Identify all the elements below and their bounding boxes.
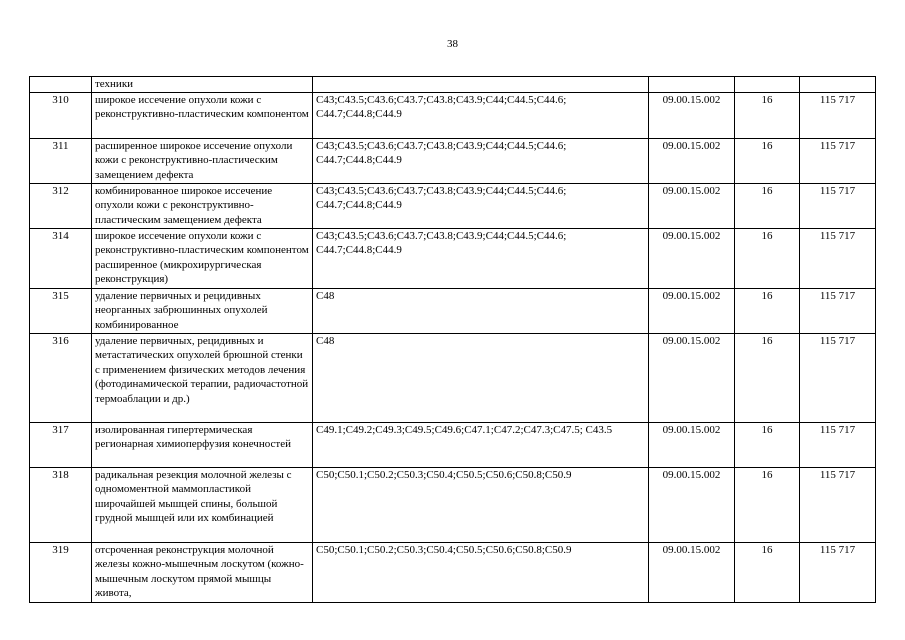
group-number: 16 [735,228,800,288]
procedure-code: 09.00.15.002 [649,183,735,228]
procedure-name: широкое иссечение опухоли кожи с реконструктивно-пластическим компонентом расширенное (микрохирургическая реконструкция) [92,228,313,288]
procedure-code: 09.00.15.002 [649,92,735,138]
table-row [30,228,876,288]
group-number: 16 [735,138,800,183]
procedure-name: удаление первичных, рецидивных и метастатических опухолей брюшной стенки с применением физических методов лечения (фотодинамической терапии, радиочастотной термоаблации и др.) [92,333,313,422]
cost-value: 115 717 [800,288,876,333]
row-number: 315 [30,288,92,333]
table-row [30,92,876,138]
row-number: 312 [30,183,92,228]
row-number [30,77,92,93]
group-number [735,77,800,93]
diagnosis-codes: C43;C43.5;C43.6;C43.7;C43.8;C43.9;C44;C44.5;C44.6; C44.7;C44.8;C44.9 [313,92,649,138]
procedure-code: 09.00.15.002 [649,228,735,288]
cost-value: 115 717 [800,333,876,422]
row-number: 311 [30,138,92,183]
procedure-name: комбинированное широкое иссечение опухоли кожи с реконструктивно-пластическим замещением дефекта [92,183,313,228]
table-row [30,467,876,542]
cost-value: 115 717 [800,467,876,542]
diagnosis-codes: C48 [313,333,649,422]
diagnosis-codes: C43;C43.5;C43.6;C43.7;C43.8;C43.9;C44;C44.5;C44.6; C44.7;C44.8;C44.9 [313,228,649,288]
group-number: 16 [735,467,800,542]
diagnosis-codes: C49.1;C49.2;C49.3;C49.5;C49.6;C47.1;C47.2;C47.3;C47.5; C43.5 [313,422,649,467]
table-row [30,422,876,467]
row-number: 319 [30,542,92,602]
procedure-name: техники [92,77,313,93]
procedure-code: 09.00.15.002 [649,138,735,183]
cost-value: 115 717 [800,542,876,602]
procedure-name: радикальная резекция молочной железы с одномоментной маммопластикой широчайшей мышцей спины, большой грудной мышцей или их комбинацией [92,467,313,542]
table-row [30,183,876,228]
cost-value: 115 717 [800,228,876,288]
cost-value: 115 717 [800,422,876,467]
procedure-code: 09.00.15.002 [649,542,735,602]
procedure-code: 09.00.15.002 [649,333,735,422]
group-number: 16 [735,422,800,467]
table-row [30,138,876,183]
diagnosis-codes [313,77,649,93]
cost-value: 115 717 [800,183,876,228]
procedure-code: 09.00.15.002 [649,467,735,542]
table-row [30,288,876,333]
group-number: 16 [735,92,800,138]
group-number: 16 [735,183,800,228]
diagnosis-codes: C48 [313,288,649,333]
cost-value [800,77,876,93]
row-number: 318 [30,467,92,542]
procedure-code: 09.00.15.002 [649,422,735,467]
diagnosis-codes: C43;C43.5;C43.6;C43.7;C43.8;C43.9;C44;C44.5;C44.6; C44.7;C44.8;C44.9 [313,183,649,228]
procedure-name: удаление первичных и рецидивных неорганных забрюшинных опухолей комбинированное [92,288,313,333]
row-number: 310 [30,92,92,138]
row-number: 314 [30,228,92,288]
group-number: 16 [735,288,800,333]
procedure-name: отсроченная реконструкция молочной железы кожно-мышечным лоскутом (кожно-мышечным лоскутом прямой мышцы живота, [92,542,313,602]
procedure-name: широкое иссечение опухоли кожи с реконструктивно-пластическим компонентом [92,92,313,138]
procedure-name: расширенное широкое иссечение опухоли кожи с реконструктивно-пластическим замещением дефекта [92,138,313,183]
procedure-code [649,77,735,93]
diagnosis-codes: C43;C43.5;C43.6;C43.7;C43.8;C43.9;C44;C44.5;C44.6; C44.7;C44.8;C44.9 [313,138,649,183]
group-number: 16 [735,542,800,602]
group-number: 16 [735,333,800,422]
row-number: 316 [30,333,92,422]
procedure-name: изолированная гипертермическая регионарная химиоперфузия конечностей [92,422,313,467]
procedure-code: 09.00.15.002 [649,288,735,333]
diagnosis-codes: C50;C50.1;C50.2;C50.3;C50.4;C50.5;C50.6;C50.8;C50.9 [313,467,649,542]
page-number: 38 [447,38,458,50]
table-row [30,542,876,602]
cost-value: 115 717 [800,138,876,183]
procedures-table [29,76,876,603]
table-row [30,333,876,422]
diagnosis-codes: C50;C50.1;C50.2;C50.3;C50.4;C50.5;C50.6;C50.8;C50.9 [313,542,649,602]
table-row [30,77,876,93]
row-number: 317 [30,422,92,467]
cost-value: 115 717 [800,92,876,138]
